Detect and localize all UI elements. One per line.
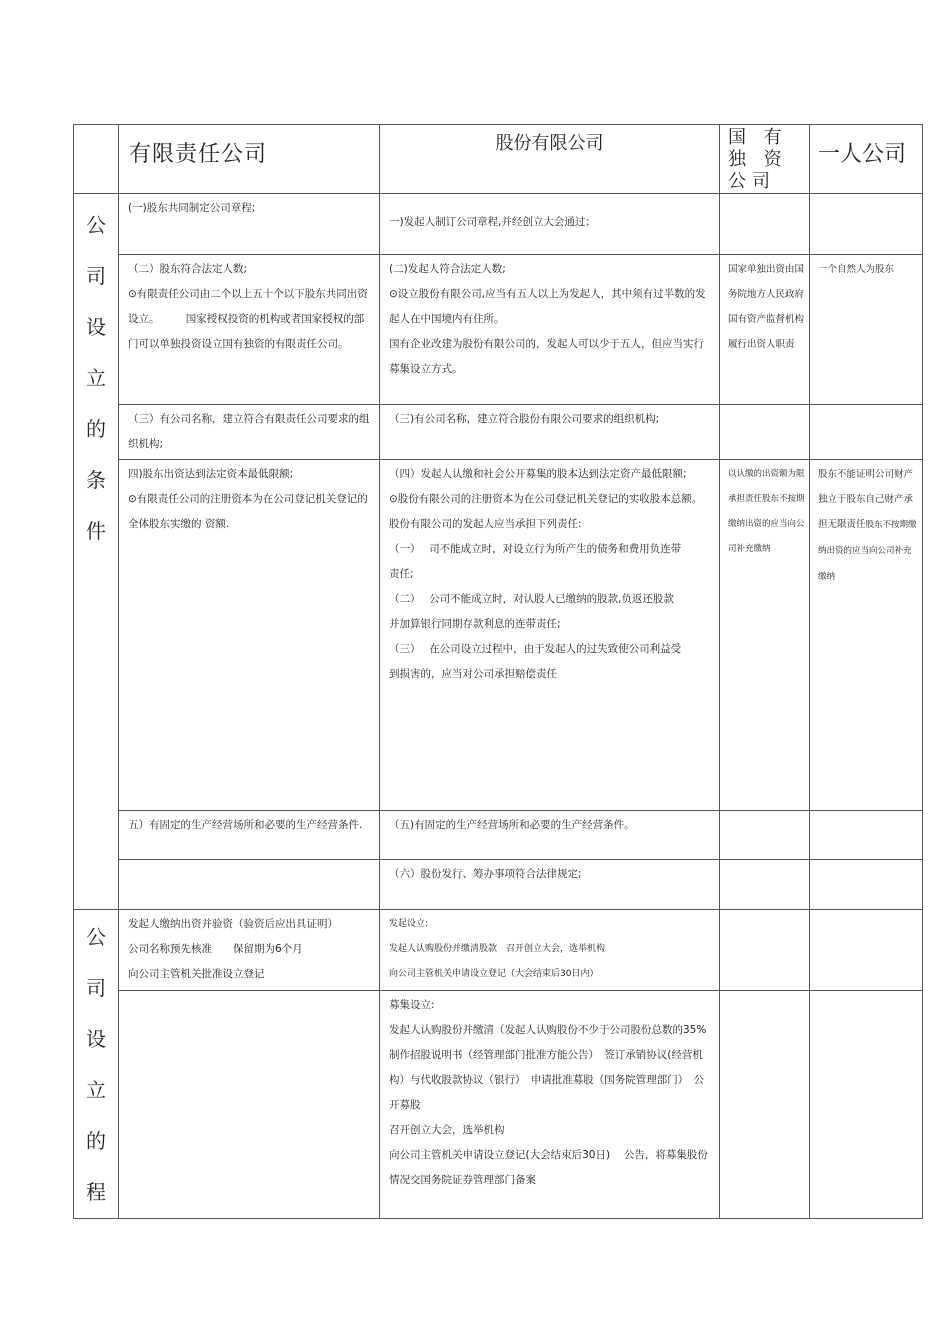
soe-procedure-2 [720,990,810,1218]
jsc-condition-4: （四）发起人认缴和社会公开募集的股本达到法定资产最低限额; ⊙股份有限公司的注册资本为在公司登记机关登记的实收股本总额。 股份有限公司的发起人应当承担下列责任: （一） 司不能成立时，对设立行为所产生的债务和费用负连带 责任; （二） 公司不能成立时，对认股人已缴纳的股款,负返还股款 并加算银行同期存款利息的连带责任; （三） 在公司设立过程中，由于发起人的过失致使公司利益受 到损害的，应当对公司承担赔偿责任 [380,460,720,811]
soe-condition-2: 国家单独出资由国务院地方人民政府国有资产监督机构履行出资人职责 [720,255,810,405]
llc-condition-4: 四)股东出资达到法定资本最低限额; ⊙有限责任公司的注册资本为在公司登记机关登记的全体股东实缴的 资额. [119,460,380,811]
header-llc: 有限责任公司 [119,125,380,194]
llc-procedure: 发起人缴纳出资并验资（验资后应出具证明） 公司名称预先核准 保留期为6个月 向公司主管机关批准设立登记 [119,910,380,991]
opc-condition-3 [810,405,923,460]
company-comparison-table [73,124,923,1219]
soe-condition-4: 以认缴的出资额为限承担责任股东不按期缴纳出资的应当向公司补充缴纳 [720,460,810,811]
soe-procedure-1 [720,910,810,991]
opc-procedure-1 [810,910,923,991]
llc-procedure-2 [119,990,380,1218]
section-label-procedure: 公 司 设 立 的 程 [74,910,119,1219]
header-blank-cell [74,125,119,194]
jsc-condition-2: (二)发起人符合法定人数; ⊙设立股份有限公司,应当有五人以上为发起人，其中须有过半数的发起人在中国境内有住所。 国有企业改建为股份有限公司的，发起人可以少于五人，但应当实行募集设立方式。 [380,255,720,405]
jsc-condition-6: （六）股份发行、筹办事项符合法律规定; [380,860,720,910]
condition-row-1 [74,194,923,255]
llc-condition-1: (一)股东共同制定公司章程; [119,194,380,255]
condition-row-5 [74,811,923,860]
condition-row-3 [74,405,923,460]
llc-condition-3: （三）有公司名称，建立符合有限责任公司要求的组织机构; [119,405,380,460]
procedure-row-2 [74,990,923,1218]
soe-condition-1 [720,194,810,255]
opc-condition-6 [810,860,923,910]
header-row [74,125,923,194]
opc-condition-4: 股东不能证明公司财产独立于股东自己财产承担无限责任股东不按期缴纳出资的应当向公司补充缴纳 [810,460,923,811]
opc-condition-5 [810,811,923,860]
header-soe: 国 有 独 资公司 [720,125,810,194]
jsc-procedure-offering: 募集设立: 发起人认购股份并缴清（发起人认购股份不少于公司股份总数的35% 制作招股说明书（经管理部门批准方能公告） 签订承销协议(经营机构）与代收股款协议（银行） 申请批准募股（国务院管理部门） 公开募股 召开创立大会，选举机构 向公司主管机关申请设立登记(大会结束后30日) 公告，将募集股份情况交国务院证券管理部门备案 [380,990,720,1218]
condition-row-4 [74,460,923,811]
section-label-conditions: 公 司 设 立 的 条 件 [74,194,119,910]
condition-row-6 [74,860,923,910]
condition-row-2 [74,255,923,405]
soe-condition-6 [720,860,810,910]
jsc-condition-5: （五)有固定的生产经营场所和必要的生产经营条件。 [380,811,720,860]
header-jsc: 股份有限公司 [380,125,720,194]
jsc-condition-3: （三)有公司名称，建立符合股份有限公司要求的组织机构; [380,405,720,460]
llc-condition-5: 五）有固定的生产经营场所和必要的生产经营条件. [119,811,380,860]
llc-condition-2: （二）股东符合法定人数; ⊙有限责任公司由二个以上五十个以下股东共同出资设立。 国家授权投资的机构或者国家授权的部门可以单独投资设立国有独资的有限责任公司。 [119,255,380,405]
procedure-row-1 [74,910,923,991]
comparison-table-wrapper [73,124,922,1219]
jsc-condition-1: 一)发起人制订公司章程,并经创立大会通过； [380,194,720,255]
opc-procedure-2 [810,990,923,1218]
llc-condition-6 [119,860,380,910]
opc-condition-2: 一个自然人为股东 [810,255,923,405]
soe-condition-3 [720,405,810,460]
soe-condition-5 [720,811,810,860]
jsc-procedure-promotion: 发起设立: 发起人认购股份并缴清股款 召开创立大会，选举机构 向公司主管机关申请设立登记（大会结束后30日内） [380,910,720,991]
opc-condition-1 [810,194,923,255]
header-opc: 一人公司 [810,125,923,194]
